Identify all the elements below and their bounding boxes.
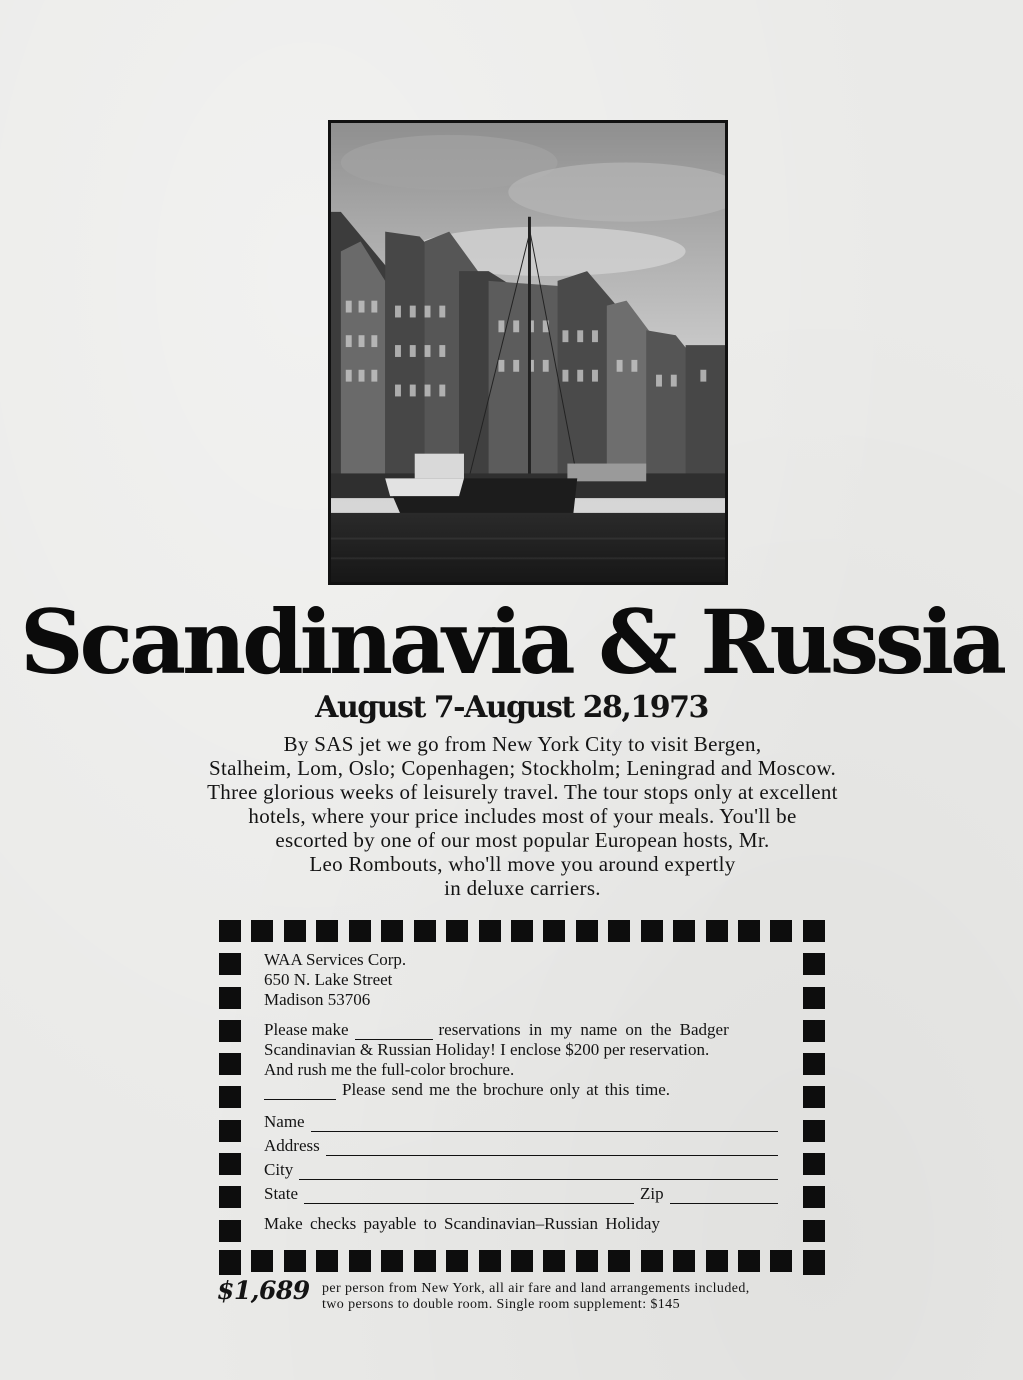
- border-square: [219, 1186, 241, 1208]
- name-label: Name: [264, 1112, 305, 1131]
- address-line: 650 N. Lake Street: [264, 970, 393, 989]
- description-line: Leo Rombouts, who'll move you around expertly: [309, 852, 736, 876]
- coupon-border-bottom: [219, 1250, 825, 1275]
- contact-form: [264, 1108, 784, 1204]
- reservation-count-field[interactable]: [355, 1025, 433, 1040]
- border-square: [349, 1250, 371, 1272]
- coupon-border-top: [219, 920, 825, 945]
- border-square: [219, 1220, 241, 1242]
- border-square: [641, 920, 663, 942]
- brochure-only-text: Please send me the brochure only at this time.: [342, 1080, 671, 1099]
- border-square: [219, 1153, 241, 1175]
- border-square: [803, 1253, 825, 1275]
- coupon-border-left: [219, 920, 244, 1275]
- mailing-address: [264, 950, 784, 1010]
- border-square: [381, 920, 403, 942]
- border-square: [803, 1120, 825, 1142]
- border-square: [803, 1153, 825, 1175]
- order-text: [264, 1020, 784, 1100]
- border-square: [511, 920, 533, 942]
- border-square: [479, 920, 501, 942]
- description-line: in deluxe carriers.: [444, 876, 601, 900]
- border-square: [608, 1250, 630, 1272]
- zip-field[interactable]: [670, 1189, 778, 1204]
- tour-price: $1,689: [217, 1276, 310, 1305]
- order-line: And rush me the full-color brochure.: [264, 1060, 515, 1079]
- state-label: State: [264, 1184, 298, 1203]
- brochure-only-checkline[interactable]: [264, 1085, 336, 1100]
- border-square: [803, 1053, 825, 1075]
- border-square: [706, 1250, 728, 1272]
- border-square: [803, 1086, 825, 1108]
- description-line: hotels, where your price includes most of your meals. You'll be: [248, 804, 797, 828]
- description-line: Three glorious weeks of leisurely travel. The tour stops only at excellent: [207, 780, 838, 804]
- border-square: [284, 1250, 306, 1272]
- border-square: [803, 920, 825, 942]
- tour-dates: August 7-August 28,1973: [315, 690, 708, 725]
- order-line-post: reservations in my name on the Badger: [438, 1020, 729, 1039]
- border-square: [219, 987, 241, 1009]
- address-label: Address: [264, 1136, 320, 1155]
- zip-label: Zip: [640, 1184, 664, 1203]
- price-note-line: two persons to double room. Single room supplement: $145: [322, 1297, 680, 1312]
- border-square: [803, 1220, 825, 1242]
- coupon-border-right: [803, 920, 828, 1275]
- price-note-line: per person from New York, all air fare and land arrangements included,: [322, 1281, 750, 1296]
- border-square: [446, 920, 468, 942]
- border-square: [738, 1250, 760, 1272]
- border-square: [770, 920, 792, 942]
- border-square: [219, 1253, 241, 1275]
- order-line-pre: Please make: [264, 1020, 349, 1039]
- border-square: [219, 953, 241, 975]
- border-square: [803, 987, 825, 1009]
- border-square: [349, 920, 371, 942]
- harbor-photo: [328, 120, 728, 585]
- border-square: [803, 1186, 825, 1208]
- border-square: [673, 920, 695, 942]
- border-square: [316, 1250, 338, 1272]
- border-square: [803, 953, 825, 975]
- border-square: [543, 920, 565, 942]
- reservation-coupon: [219, 920, 825, 1275]
- description-line: escorted by one of our most popular European hosts, Mr.: [275, 828, 770, 852]
- border-square: [219, 1020, 241, 1042]
- address-line: Madison 53706: [264, 990, 371, 1009]
- border-square: [770, 1250, 792, 1272]
- border-square: [543, 1250, 565, 1272]
- border-square: [803, 1020, 825, 1042]
- border-square: [251, 1250, 273, 1272]
- border-square: [414, 920, 436, 942]
- price-details: [322, 1281, 852, 1313]
- border-square: [414, 1250, 436, 1272]
- headline: Scandinavia & Russia: [19, 590, 1004, 694]
- border-square: [673, 1250, 695, 1272]
- coupon-content: [264, 950, 784, 1234]
- border-square: [219, 920, 241, 942]
- border-square: [706, 920, 728, 942]
- address-field[interactable]: [326, 1141, 778, 1156]
- border-square: [576, 920, 598, 942]
- tour-description: [150, 732, 895, 900]
- address-line: WAA Services Corp.: [264, 950, 407, 969]
- city-field[interactable]: [299, 1165, 778, 1180]
- border-square: [738, 920, 760, 942]
- border-square: [446, 1250, 468, 1272]
- border-square: [641, 1250, 663, 1272]
- description-line: Stalheim, Lom, Oslo; Copenhagen; Stockholm; Leningrad and Moscow.: [208, 756, 837, 780]
- border-square: [479, 1250, 501, 1272]
- border-square: [219, 1053, 241, 1075]
- city-label: City: [264, 1160, 294, 1179]
- state-field[interactable]: [304, 1189, 634, 1204]
- border-square: [511, 1250, 533, 1272]
- name-field[interactable]: [311, 1117, 778, 1132]
- border-square: [316, 920, 338, 942]
- border-square: [251, 920, 273, 942]
- border-square: [284, 920, 306, 942]
- checks-payable: Make checks payable to Scandinavian–Russian Holiday: [264, 1214, 660, 1233]
- order-line: Scandinavian & Russian Holiday! I enclose $200 per reservation.: [264, 1040, 710, 1059]
- border-square: [608, 920, 630, 942]
- border-square: [576, 1250, 598, 1272]
- border-square: [219, 1086, 241, 1108]
- border-square: [381, 1250, 403, 1272]
- border-square: [219, 1120, 241, 1142]
- description-line: By SAS jet we go from New York City to visit Bergen,: [283, 732, 762, 756]
